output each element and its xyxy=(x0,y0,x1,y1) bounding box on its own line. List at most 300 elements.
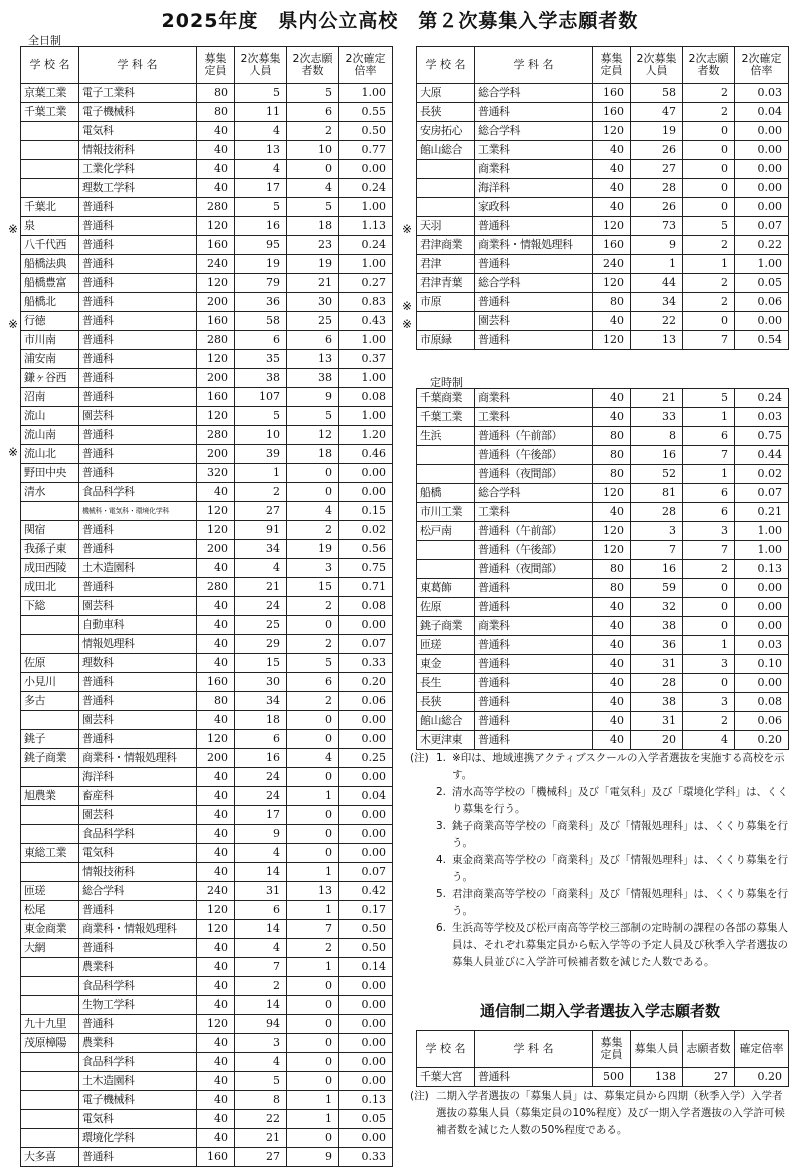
table-row xyxy=(21,407,393,426)
capacity-cell: 120 xyxy=(593,541,631,560)
ratio-cell: 0.03 xyxy=(735,408,789,427)
applicants-cell: 0 xyxy=(287,1072,339,1091)
school-cell: 千葉北 xyxy=(21,198,79,217)
course-cell: 普通科 xyxy=(79,673,197,692)
ratio-cell: 0.06 xyxy=(339,692,393,711)
school-cell: 市原 xyxy=(417,293,475,312)
course-cell: 工業化学科 xyxy=(79,160,197,179)
mark-gyotoku: ※ xyxy=(8,317,19,331)
quota-cell: 107 xyxy=(235,388,287,407)
capacity-cell: 120 xyxy=(593,274,631,293)
quota-cell: 38 xyxy=(631,617,683,636)
capacity-cell: 160 xyxy=(197,1148,235,1167)
ratio-cell: 0.00 xyxy=(339,1072,393,1091)
table-row xyxy=(21,768,393,787)
quota-cell: 5 xyxy=(235,407,287,426)
school-cell: 東葛飾 xyxy=(417,579,475,598)
school-cell: 千葉商業 xyxy=(417,389,475,408)
ratio-cell: 0.00 xyxy=(735,141,789,160)
course-cell: 総合学科 xyxy=(475,484,593,503)
capacity-cell: 40 xyxy=(197,806,235,825)
applicants-cell: 7 xyxy=(683,331,735,350)
school-cell xyxy=(21,141,79,160)
capacity-cell: 40 xyxy=(593,674,631,693)
course-cell: 普通科 xyxy=(79,692,197,711)
quota-cell: 26 xyxy=(631,141,683,160)
capacity-cell: 160 xyxy=(197,388,235,407)
ratio-cell: 0.08 xyxy=(339,388,393,407)
applicants-cell: 0 xyxy=(287,996,339,1015)
school-cell xyxy=(21,179,79,198)
course-cell: 普通科 xyxy=(475,217,593,236)
quota-cell: 21 xyxy=(235,1129,287,1148)
course-cell: 商業科・情報処理科 xyxy=(475,236,593,255)
school-cell xyxy=(21,863,79,882)
ratio-cell: 0.07 xyxy=(339,635,393,654)
applicants-cell: 1 xyxy=(683,408,735,427)
course-cell: 普通科（夜間部） xyxy=(475,560,593,579)
table-row xyxy=(21,1072,393,1091)
quota-cell: 8 xyxy=(235,1091,287,1110)
ratio-cell: 0.05 xyxy=(339,1110,393,1129)
school-cell: 旭農業 xyxy=(21,787,79,806)
capacity-cell: 40 xyxy=(593,179,631,198)
table-row xyxy=(21,274,393,293)
table-row xyxy=(21,901,393,920)
school-cell: 市原緑 xyxy=(417,331,475,350)
capacity-cell: 200 xyxy=(197,293,235,312)
school-cell: 館山総合 xyxy=(417,712,475,731)
capacity-cell: 120 xyxy=(593,484,631,503)
quota-cell: 4 xyxy=(235,160,287,179)
school-cell: 我孫子東 xyxy=(21,540,79,559)
quota-cell: 7 xyxy=(631,541,683,560)
school-cell: 長狭 xyxy=(417,103,475,122)
school-cell: 小見川 xyxy=(21,673,79,692)
course-cell: 工業科 xyxy=(475,141,593,160)
table-header-row xyxy=(21,47,393,84)
quota-cell: 27 xyxy=(631,160,683,179)
course-cell: 食品科学科 xyxy=(79,1053,197,1072)
quota-cell: 22 xyxy=(235,1110,287,1129)
ratio-cell: 0.24 xyxy=(339,236,393,255)
table-row xyxy=(21,920,393,939)
school-cell xyxy=(21,977,79,996)
capacity-cell: 200 xyxy=(197,369,235,388)
applicants-cell: 0 xyxy=(287,464,339,483)
capacity-cell: 40 xyxy=(593,160,631,179)
quota-cell: 81 xyxy=(631,484,683,503)
course-cell: 自動車科 xyxy=(79,616,197,635)
course-cell: 土木造園科 xyxy=(79,559,197,578)
capacity-cell: 500 xyxy=(593,1068,631,1087)
school-cell: 千葉工業 xyxy=(417,408,475,427)
quota-cell: 6 xyxy=(235,331,287,350)
course-cell: 電気科 xyxy=(79,844,197,863)
applicants-cell: 18 xyxy=(287,445,339,464)
table-row xyxy=(417,141,789,160)
course-cell: 園芸科 xyxy=(475,312,593,331)
ratio-cell: 1.00 xyxy=(735,522,789,541)
header-quota: 募集人員 xyxy=(631,1031,683,1068)
table-row xyxy=(21,331,393,350)
quota-cell: 11 xyxy=(235,103,287,122)
course-cell: 普通科 xyxy=(475,579,593,598)
applicants-cell: 1 xyxy=(683,465,735,484)
quota-cell: 79 xyxy=(235,274,287,293)
ratio-cell: 1.00 xyxy=(339,255,393,274)
ratio-cell: 0.04 xyxy=(735,103,789,122)
table-row xyxy=(417,331,789,350)
table-row xyxy=(417,274,789,293)
school-cell xyxy=(417,198,475,217)
applicants-cell: 0 xyxy=(683,598,735,617)
school-cell xyxy=(21,616,79,635)
note-4: 4. 東金商業高等学校の「商業科」及び「情報処理科」は、くくり募集を行う。 xyxy=(436,854,788,883)
capacity-cell: 120 xyxy=(593,217,631,236)
table-row xyxy=(21,255,393,274)
ratio-cell: 0.56 xyxy=(339,540,393,559)
school-cell: 君津 xyxy=(417,255,475,274)
note-6: 6. 生浜高等学校及び松戸南高等学校三部制の定時制の課程の各部の募集人員は、それぞれ募集定員から転入学等の予定人員及び秋季入学者選抜の募集人員並びに入学許可候補者数を減じた人数である。 xyxy=(436,922,788,968)
course-cell: 農業科 xyxy=(79,1034,197,1053)
applicants-cell: 0 xyxy=(683,198,735,217)
school-cell: 佐原 xyxy=(417,598,475,617)
school-cell: 千葉工業 xyxy=(21,103,79,122)
school-cell xyxy=(21,1053,79,1072)
table-row xyxy=(21,160,393,179)
ratio-cell: 0.71 xyxy=(339,578,393,597)
capacity-cell: 160 xyxy=(593,84,631,103)
applicants-cell: 4 xyxy=(287,179,339,198)
school-cell: 長生 xyxy=(417,674,475,693)
applicants-cell: 0 xyxy=(287,825,339,844)
note-1: (注) 1. ※印は、地域連携アクティブスクールの入学者選抜を実施する高校を示す。 xyxy=(410,750,790,784)
table-row xyxy=(21,730,393,749)
capacity-cell: 80 xyxy=(197,103,235,122)
applicants-cell: 18 xyxy=(287,217,339,236)
ratio-cell: 1.00 xyxy=(735,255,789,274)
course-cell: 普通科 xyxy=(79,198,197,217)
school-cell: 銚子商業 xyxy=(417,617,475,636)
header-applicants: 志願者数 xyxy=(683,1031,735,1068)
school-cell: 君津商業 xyxy=(417,236,475,255)
school-cell: 大多喜 xyxy=(21,1148,79,1167)
applicants-cell: 6 xyxy=(683,484,735,503)
ratio-cell: 0.00 xyxy=(339,711,393,730)
ratio-cell: 1.13 xyxy=(339,217,393,236)
notes-label: (注) xyxy=(410,752,429,764)
course-cell: 園芸科 xyxy=(79,407,197,426)
applicants-cell: 7 xyxy=(683,541,735,560)
applicants-cell: 4 xyxy=(287,749,339,768)
school-cell: 八千代西 xyxy=(21,236,79,255)
table-row xyxy=(21,521,393,540)
course-cell: 食品科学科 xyxy=(79,977,197,996)
course-cell: 普通科 xyxy=(475,293,593,312)
course-cell: 情報技術科 xyxy=(79,141,197,160)
school-cell: 船橋豊富 xyxy=(21,274,79,293)
header-course: 学 科 名 xyxy=(79,47,197,84)
quota-cell: 13 xyxy=(631,331,683,350)
school-cell: 松戸南 xyxy=(417,522,475,541)
capacity-cell: 80 xyxy=(593,446,631,465)
ratio-cell: 0.07 xyxy=(735,484,789,503)
quota-cell: 5 xyxy=(235,1072,287,1091)
header-school: 学 校 名 xyxy=(417,1031,475,1068)
capacity-cell: 40 xyxy=(593,636,631,655)
capacity-cell: 280 xyxy=(197,578,235,597)
table-row xyxy=(21,540,393,559)
applicants-cell: 6 xyxy=(287,331,339,350)
table-row xyxy=(417,617,789,636)
school-cell xyxy=(21,958,79,977)
course-cell: 普通科 xyxy=(475,693,593,712)
applicants-cell: 2 xyxy=(683,84,735,103)
ratio-cell: 0.14 xyxy=(339,958,393,977)
quota-cell: 1 xyxy=(235,464,287,483)
quota-cell: 34 xyxy=(235,692,287,711)
capacity-cell: 40 xyxy=(197,483,235,502)
school-cell xyxy=(417,160,475,179)
course-cell: 普通科 xyxy=(79,255,197,274)
course-cell: 商業科・情報処理科 xyxy=(79,920,197,939)
capacity-cell: 160 xyxy=(593,236,631,255)
quota-cell: 21 xyxy=(631,389,683,408)
school-cell: 生浜 xyxy=(417,427,475,446)
course-cell: 普通科 xyxy=(79,274,197,293)
ratio-cell: 0.37 xyxy=(339,350,393,369)
ratio-cell: 0.00 xyxy=(339,825,393,844)
quota-cell: 24 xyxy=(235,768,287,787)
school-cell: 流山北 xyxy=(21,445,79,464)
course-cell: 普通科（午後部） xyxy=(475,541,593,560)
ratio-cell: 0.08 xyxy=(339,597,393,616)
quota-cell: 18 xyxy=(235,711,287,730)
applicants-cell: 13 xyxy=(287,882,339,901)
course-cell: 普通科 xyxy=(79,1148,197,1167)
school-cell: 匝瑳 xyxy=(21,882,79,901)
table-row xyxy=(21,388,393,407)
ratio-cell: 0.75 xyxy=(735,427,789,446)
ratio-cell: 1.20 xyxy=(339,426,393,445)
course-cell: 家政科 xyxy=(475,198,593,217)
ratio-cell: 0.00 xyxy=(735,579,789,598)
quota-cell: 58 xyxy=(235,312,287,331)
ratio-cell: 0.33 xyxy=(339,654,393,673)
note-2: 2. 清水高等学校の「機械科」及び「電気科」及び「環境化学科」は、くくり募集を行う。 xyxy=(436,786,788,815)
quota-cell: 26 xyxy=(631,198,683,217)
course-cell: 商業科 xyxy=(475,617,593,636)
header-school: 学 校 名 xyxy=(21,47,79,84)
table-row xyxy=(21,787,393,806)
quota-cell: 52 xyxy=(631,465,683,484)
school-cell: 茂原樟陽 xyxy=(21,1034,79,1053)
header-capacity: 募集定員 xyxy=(197,47,235,84)
school-cell: 市川工業 xyxy=(417,503,475,522)
ratio-cell: 0.83 xyxy=(339,293,393,312)
ratio-cell: 0.00 xyxy=(339,616,393,635)
course-cell: 普通科 xyxy=(79,236,197,255)
course-cell: 普通科 xyxy=(79,312,197,331)
quota-cell: 16 xyxy=(235,749,287,768)
school-cell xyxy=(417,312,475,331)
school-cell: 大網 xyxy=(21,939,79,958)
ratio-cell: 0.44 xyxy=(735,446,789,465)
course-cell: 普通科 xyxy=(79,217,197,236)
course-cell: 普通科（午後部） xyxy=(475,446,593,465)
school-cell: 九十九里 xyxy=(21,1015,79,1034)
capacity-cell: 120 xyxy=(197,217,235,236)
table-row xyxy=(417,198,789,217)
table-row xyxy=(417,160,789,179)
course-cell: 園芸科 xyxy=(79,806,197,825)
quota-cell: 4 xyxy=(235,844,287,863)
applicants-cell: 4 xyxy=(287,502,339,521)
capacity-cell: 40 xyxy=(197,996,235,1015)
quota-cell: 9 xyxy=(631,236,683,255)
ratio-cell: 0.00 xyxy=(339,806,393,825)
school-cell: 関宿 xyxy=(21,521,79,540)
ratio-cell: 1.00 xyxy=(339,331,393,350)
course-cell: 農業科 xyxy=(79,958,197,977)
capacity-cell: 40 xyxy=(197,1091,235,1110)
capacity-cell: 160 xyxy=(197,312,235,331)
mark-ichihara-1: ※ xyxy=(402,299,413,313)
course-cell: 総合学科 xyxy=(79,882,197,901)
ratio-cell: 0.20 xyxy=(339,673,393,692)
applicants-cell: 21 xyxy=(287,274,339,293)
school-cell xyxy=(21,806,79,825)
page-title: 2025年度 県内公立高校 第２次募集入学志願者数 xyxy=(161,10,639,32)
course-cell: 普通科 xyxy=(79,369,197,388)
school-cell: 鎌ヶ谷西 xyxy=(21,369,79,388)
applicants-cell: 5 xyxy=(683,389,735,408)
course-cell: 普通科 xyxy=(475,598,593,617)
quota-cell: 20 xyxy=(631,731,683,750)
header-school: 学 校 名 xyxy=(417,47,475,84)
course-cell: 食品科学科 xyxy=(79,825,197,844)
capacity-cell: 40 xyxy=(197,616,235,635)
ratio-cell: 0.43 xyxy=(339,312,393,331)
capacity-cell: 160 xyxy=(593,103,631,122)
quota-cell: 9 xyxy=(235,825,287,844)
school-cell: 船橋 xyxy=(417,484,475,503)
applicants-cell: 2 xyxy=(287,939,339,958)
capacity-cell: 40 xyxy=(197,1072,235,1091)
table-row xyxy=(417,103,789,122)
applicants-cell: 3 xyxy=(683,693,735,712)
capacity-cell: 40 xyxy=(197,179,235,198)
course-cell: 普通科 xyxy=(475,331,593,350)
course-cell: 普通科 xyxy=(79,388,197,407)
table-row xyxy=(21,293,393,312)
capacity-cell: 40 xyxy=(197,559,235,578)
course-cell: 普通科（午前部） xyxy=(475,522,593,541)
quota-cell: 4 xyxy=(235,1053,287,1072)
applicants-cell: 2 xyxy=(287,635,339,654)
school-cell: 匝瑳 xyxy=(417,636,475,655)
table-row xyxy=(417,179,789,198)
ratio-cell: 0.27 xyxy=(339,274,393,293)
table-row xyxy=(21,426,393,445)
ratio-cell: 0.00 xyxy=(735,617,789,636)
applicants-cell: 0 xyxy=(287,160,339,179)
mark-ichihara-2: ※ xyxy=(402,317,413,331)
quota-cell: 58 xyxy=(631,84,683,103)
table-row xyxy=(21,844,393,863)
applicants-cell: 2 xyxy=(683,293,735,312)
school-cell: 成田西陵 xyxy=(21,559,79,578)
school-cell xyxy=(417,541,475,560)
applicants-cell: 0 xyxy=(287,1015,339,1034)
applicants-cell: 4 xyxy=(683,731,735,750)
school-cell: 沼南 xyxy=(21,388,79,407)
table-row xyxy=(21,863,393,882)
applicants-cell: 1 xyxy=(287,1110,339,1129)
header-capacity: 募集定員 xyxy=(593,47,631,84)
table-row xyxy=(21,1015,393,1034)
quota-cell: 28 xyxy=(631,179,683,198)
table-row xyxy=(417,655,789,674)
course-cell: 生物工学科 xyxy=(79,996,197,1015)
table-row xyxy=(417,693,789,712)
quota-cell: 59 xyxy=(631,579,683,598)
table-row xyxy=(21,502,393,521)
applicants-cell: 0 xyxy=(683,141,735,160)
ratio-cell: 0.00 xyxy=(735,198,789,217)
capacity-cell: 80 xyxy=(593,465,631,484)
quota-cell: 91 xyxy=(235,521,287,540)
header-course: 学 科 名 xyxy=(475,1031,593,1068)
capacity-cell: 120 xyxy=(197,1015,235,1034)
table-row xyxy=(21,977,393,996)
school-cell xyxy=(21,768,79,787)
capacity-cell: 120 xyxy=(593,522,631,541)
applicants-cell: 2 xyxy=(287,692,339,711)
ratio-cell: 0.03 xyxy=(735,636,789,655)
course-cell: 普通科 xyxy=(79,730,197,749)
applicants-cell: 30 xyxy=(287,293,339,312)
zennichi-table-right xyxy=(416,46,789,350)
table-row xyxy=(21,673,393,692)
course-cell: 商業科 xyxy=(475,160,593,179)
capacity-cell: 200 xyxy=(197,540,235,559)
school-cell: 佐原 xyxy=(21,654,79,673)
school-cell xyxy=(21,122,79,141)
quota-cell: 1 xyxy=(631,255,683,274)
header-course: 学 科 名 xyxy=(475,47,593,84)
ratio-cell: 0.50 xyxy=(339,122,393,141)
school-cell: 木更津東 xyxy=(417,731,475,750)
table-row xyxy=(417,712,789,731)
zennichi-table-left xyxy=(20,46,393,1167)
school-cell: 銚子商業 xyxy=(21,749,79,768)
table-header-row xyxy=(417,1031,789,1068)
ratio-cell: 0.00 xyxy=(339,730,393,749)
school-cell xyxy=(21,1110,79,1129)
quota-cell: 14 xyxy=(235,863,287,882)
table-row xyxy=(21,578,393,597)
table-row xyxy=(417,389,789,408)
table-row xyxy=(417,484,789,503)
tsushin-table xyxy=(416,1030,789,1087)
table-row xyxy=(417,427,789,446)
table-row xyxy=(417,293,789,312)
ratio-cell: 0.00 xyxy=(339,1034,393,1053)
header-ratio: 2次確定倍率 xyxy=(339,47,393,84)
course-cell: 普通科 xyxy=(475,712,593,731)
